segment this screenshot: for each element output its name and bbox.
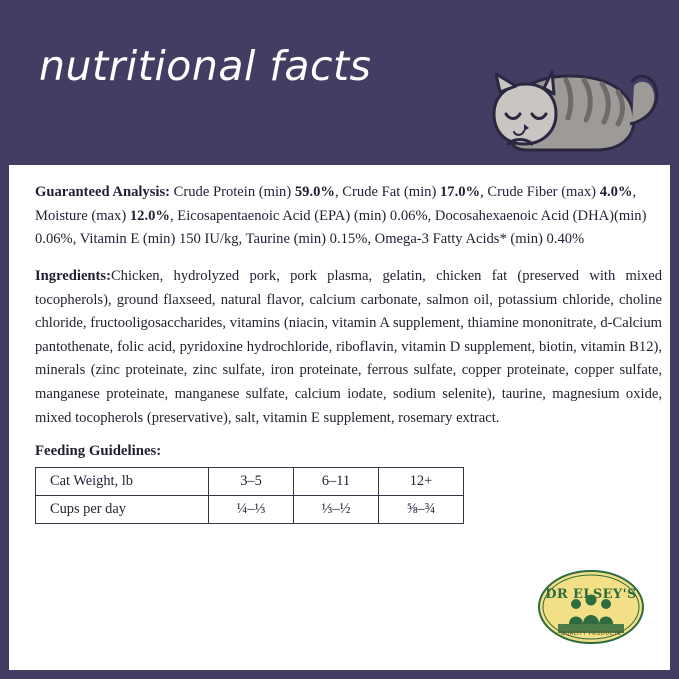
table-row bbox=[36, 468, 464, 496]
label-content bbox=[9, 165, 679, 524]
table-cell: ¼–⅓ bbox=[209, 496, 294, 524]
brand-logo bbox=[538, 570, 644, 644]
guaranteed-analysis-section bbox=[35, 181, 662, 252]
ga-value: 4.0% bbox=[599, 184, 633, 200]
brand-logo-text: DR ELSEY'S bbox=[545, 587, 637, 602]
brand-logo-tagline: QUALITY PRODUCTS bbox=[560, 631, 622, 637]
ga-run: , Eicosapentaenoic Acid (EPA) (min) 0.06%, Docosahexaenoic Acid (DHA)(min) 0.06%, Vitamin E (min) 150 IU/kg, Taurine (min) 0.15%, Omega-3 Fatty Acids* (min) 0.40% bbox=[35, 207, 647, 248]
table-row bbox=[36, 496, 464, 524]
table-cell: ⅝–¾ bbox=[379, 496, 464, 524]
page-title: nutritional facts bbox=[39, 42, 372, 90]
feeding-guidelines-title: Feeding Guidelines: bbox=[35, 443, 162, 460]
ga-value: 17.0% bbox=[439, 184, 481, 200]
ingredients-section bbox=[35, 265, 662, 430]
sleeping-cat-icon bbox=[448, 58, 679, 165]
ga-run: , Crude Fiber (max) bbox=[480, 184, 600, 200]
table-cell: 6–11 bbox=[294, 468, 379, 496]
feeding-guidelines-table bbox=[35, 467, 464, 524]
table-row-header: Cups per day bbox=[36, 496, 209, 524]
ga-value: 12.0% bbox=[129, 207, 170, 224]
ga-run: Crude Protein (min) bbox=[170, 184, 295, 200]
ga-run: , Moisture (max) bbox=[35, 184, 637, 224]
ingredients-label: Ingredients: bbox=[35, 267, 111, 284]
table-cell: 3–5 bbox=[209, 468, 294, 496]
table-row-header: Cat Weight, lb bbox=[36, 468, 209, 496]
table-cell: 12+ bbox=[379, 468, 464, 496]
ga-value: 59.0% bbox=[294, 184, 335, 200]
ga-run: , Crude Fat (min) bbox=[335, 184, 440, 200]
guaranteed-analysis-label: Guaranteed Analysis: bbox=[35, 184, 171, 200]
header-band bbox=[9, 0, 679, 165]
ingredients-text: Chicken, hydrolyzed pork, pork plasma, gelatin, chicken fat (preserved with mixed tocopherols), ground flaxseed, natural flavor, calcium carbonate, salmon oil, potassium chloride, choline chloride, fructooligosaccharides, vitamins (niacin, vitamin A supplement, thiamine mononitrate, d-Calcium pantothenate, folic acid, pyridoxine hydrochloride, riboflavin, vitamin D supplement, biotin, vitamin B12), minerals (zinc proteinate, zinc sulfate, iron proteinate, ferrous sulfate, copper proteinate, copper sulfate, manganese proteinate, manganese sulfate, calcium iodate, sodium selenite), taurine, magnesium oxide, mixed tocopherols (preservative), salt, vitamin E supplement, rosemary extract. bbox=[35, 267, 662, 426]
table-cell: ⅓–½ bbox=[294, 496, 379, 524]
